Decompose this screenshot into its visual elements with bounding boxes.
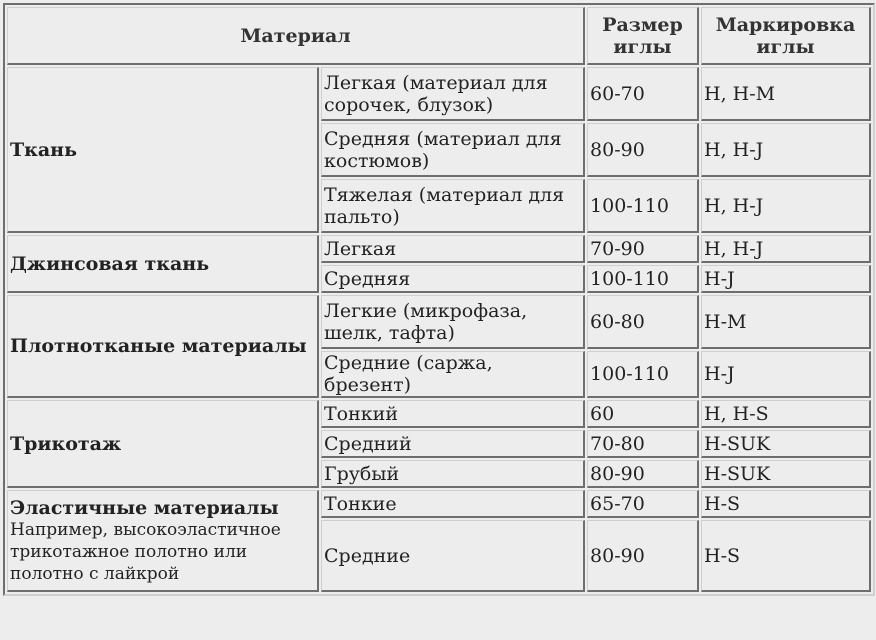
material-cell: Средние (саржа, брезент) xyxy=(321,351,585,398)
table-row xyxy=(7,295,871,349)
size-cell: 60 xyxy=(587,400,699,428)
header-needle-size: Размер иглы xyxy=(587,7,699,65)
mark-cell: H-SUK xyxy=(701,460,871,488)
table-row xyxy=(7,400,871,428)
material-cell: Средняя (материал для костюмов) xyxy=(321,123,585,177)
size-cell: 80-90 xyxy=(587,520,699,592)
table-row xyxy=(7,67,871,121)
mark-cell: H, H-S xyxy=(701,400,871,428)
header-material: Материал xyxy=(7,7,585,65)
material-cell: Легкая xyxy=(321,235,585,263)
group-elastic xyxy=(7,490,319,592)
size-cell: 80-90 xyxy=(587,460,699,488)
mark-cell: H-SUK xyxy=(701,430,871,458)
material-cell: Тонкий xyxy=(321,400,585,428)
mark-cell: H-M xyxy=(701,295,871,349)
header-row xyxy=(7,7,871,65)
table-row xyxy=(7,235,871,263)
table-row xyxy=(7,490,871,518)
material-cell: Тонкие xyxy=(321,490,585,518)
mark-cell: H, H-J xyxy=(701,123,871,177)
needle-table xyxy=(3,3,875,596)
material-cell: Средняя xyxy=(321,265,585,293)
material-cell: Тяжелая (материал для пальто) xyxy=(321,179,585,233)
mark-cell: H, H-M xyxy=(701,67,871,121)
size-cell: 100-110 xyxy=(587,179,699,233)
mark-cell: H-J xyxy=(701,265,871,293)
group-denim: Джинсовая ткань xyxy=(7,235,319,293)
material-cell: Легкие (микрофаза, шелк, тафта) xyxy=(321,295,585,349)
mark-cell: H-J xyxy=(701,351,871,398)
mark-cell: H-S xyxy=(701,490,871,518)
group-fabric: Ткань xyxy=(7,67,319,233)
material-cell: Средний xyxy=(321,430,585,458)
size-cell: 70-80 xyxy=(587,430,699,458)
material-cell: Грубый xyxy=(321,460,585,488)
size-cell: 60-80 xyxy=(587,295,699,349)
mark-cell: H, H-J xyxy=(701,235,871,263)
header-needle-marking: Маркировка иглы xyxy=(701,7,871,65)
size-cell: 65-70 xyxy=(587,490,699,518)
mark-cell: H, H-J xyxy=(701,179,871,233)
size-cell: 100-110 xyxy=(587,351,699,398)
size-cell: 100-110 xyxy=(587,265,699,293)
material-cell: Легкая (материал для сорочек, блузок) xyxy=(321,67,585,121)
group-elastic-title: Эластичные материалы xyxy=(10,496,279,519)
group-elastic-note: Например, высокоэластичное трикотажное полотно или полотно с лайкрой xyxy=(10,519,281,584)
group-dense-fabrics: Плотнотканые материалы xyxy=(7,295,319,398)
size-cell: 80-90 xyxy=(587,123,699,177)
size-cell: 60-70 xyxy=(587,67,699,121)
group-knitwear: Трикотаж xyxy=(7,400,319,488)
material-cell: Средние xyxy=(321,520,585,592)
size-cell: 70-90 xyxy=(587,235,699,263)
mark-cell: H-S xyxy=(701,520,871,592)
